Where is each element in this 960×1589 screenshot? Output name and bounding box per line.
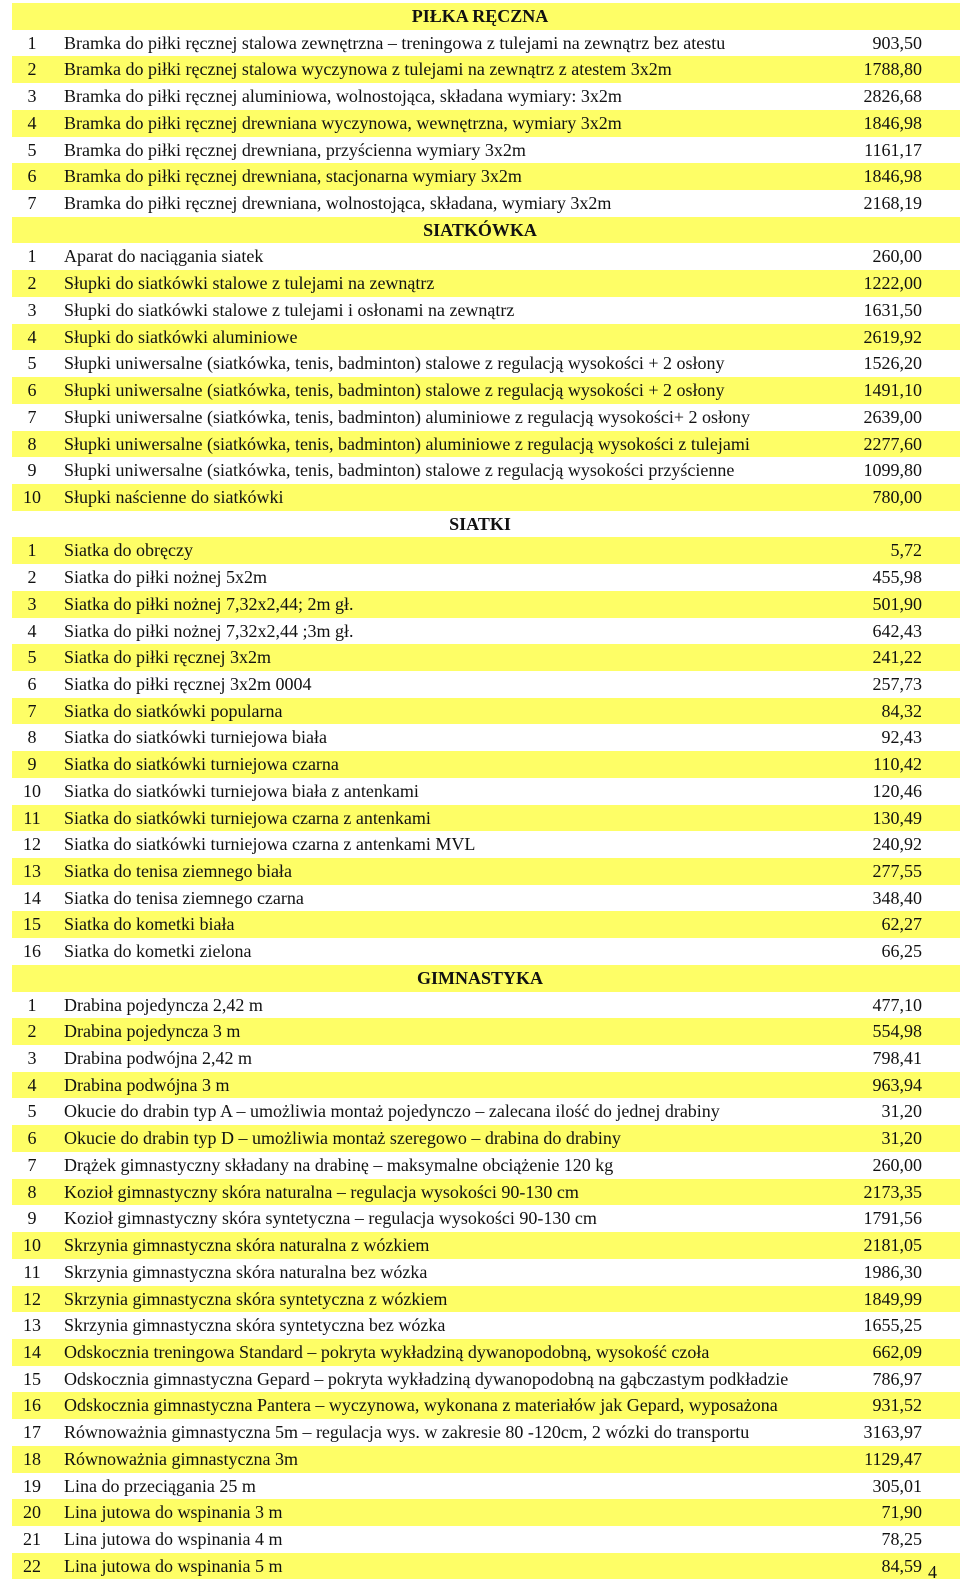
item-description: Słupki do siatkówki stalowe z tulejami na zewnątrz xyxy=(64,273,435,294)
item-number: 2 xyxy=(27,1021,37,1042)
item-description: Skrzynia gimnastyczna skóra naturalna z wózkiem xyxy=(64,1235,430,1256)
table-row xyxy=(12,537,960,564)
item-description: Słupki uniwersalne (siatkówka, tenis, badminton) aluminiowe z regulacją wysokości z tulejami xyxy=(64,433,750,454)
item-price: 120,46 xyxy=(872,780,922,801)
item-number: 3 xyxy=(27,299,37,320)
item-description: Lina jutowa do wspinania 4 m xyxy=(64,1528,283,1549)
item-price: 241,22 xyxy=(872,647,922,668)
table-row xyxy=(12,1098,960,1125)
table-row xyxy=(12,30,960,57)
item-price: 1846,98 xyxy=(863,166,922,187)
item-description: Drążek gimnastyczny składany na drabinę – maksymalne obciążenie 120 kg xyxy=(64,1154,614,1175)
item-price: 1129,47 xyxy=(864,1448,922,1469)
item-description: Bramka do piłki ręcznej drewniana wyczynowa, wewnętrzna, wymiary 3x2m xyxy=(64,112,622,133)
item-price: 257,73 xyxy=(872,673,922,694)
item-price: 501,90 xyxy=(872,593,922,614)
item-number: 3 xyxy=(27,593,37,614)
item-price: 554,98 xyxy=(872,1021,922,1042)
item-price: 642,43 xyxy=(872,620,922,641)
table-row xyxy=(12,618,960,645)
table-row xyxy=(12,431,960,458)
table-row xyxy=(12,992,960,1019)
table-row xyxy=(12,1446,960,1473)
item-price: 662,09 xyxy=(872,1341,922,1362)
item-description: Skrzynia gimnastyczna skóra syntetyczna z wózkiem xyxy=(64,1288,448,1309)
item-number: 13 xyxy=(23,861,41,881)
section-header xyxy=(12,217,960,244)
item-price: 455,98 xyxy=(872,567,922,588)
table-row xyxy=(12,377,960,404)
item-price: 84,59 xyxy=(881,1555,922,1576)
item-description: Drabina podwójna 3 m xyxy=(64,1074,230,1095)
item-description: Siatka do siatkówki popularna xyxy=(64,700,283,721)
section-title: SIATKI xyxy=(449,513,511,534)
item-description: Lina do przeciągania 25 m xyxy=(64,1475,256,1496)
item-number: 12 xyxy=(23,834,41,855)
item-description: Siatka do siatkówki turniejowa czarna xyxy=(64,754,339,775)
item-number: 2 xyxy=(27,273,37,294)
item-description: Siatka do siatkówki turniejowa czarna z antenkami MVL xyxy=(64,834,476,855)
item-description: Siatka do kometki biała xyxy=(64,914,235,935)
item-description: Bramka do piłki ręcznej drewniana, przyścienna wymiary 3x2m xyxy=(64,139,526,160)
table-row xyxy=(12,190,960,217)
item-number: 15 xyxy=(23,914,41,935)
table-row xyxy=(12,858,960,885)
table-row xyxy=(12,324,960,351)
price-list xyxy=(12,3,960,1579)
item-description: Drabina podwójna 2,42 m xyxy=(64,1048,252,1069)
item-description: Siatka do tenisa ziemnego czarna xyxy=(64,887,304,908)
table-row xyxy=(12,1018,960,1045)
item-number: 4 xyxy=(27,620,37,641)
item-description: Kozioł gimnastyczny skóra naturalna – regulacja wysokości 90-130 cm xyxy=(64,1181,579,1202)
item-number: 7 xyxy=(27,700,37,721)
item-number: 4 xyxy=(27,1074,37,1095)
item-price: 3163,97 xyxy=(863,1422,922,1443)
item-description: Słupki uniwersalne (siatkówka, tenis, badminton) aluminiowe z regulacją wysokości+ 2 osłony xyxy=(64,406,751,427)
table-row xyxy=(12,831,960,858)
item-number: 1 xyxy=(27,246,37,267)
section-title: PIŁKA RĘCZNA xyxy=(411,6,549,26)
item-number: 8 xyxy=(27,727,37,748)
table-row xyxy=(12,163,960,190)
item-number: 7 xyxy=(27,406,37,427)
item-description: Słupki do siatkówki aluminiowe xyxy=(64,326,298,347)
item-number: 10 xyxy=(23,1235,41,1256)
item-description: Słupki do siatkówki stalowe z tulejami i osłonami na zewnątrz xyxy=(64,299,515,320)
item-description: Siatka do kometki zielona xyxy=(64,941,252,962)
item-number: 15 xyxy=(23,1368,41,1389)
item-description: Siatka do siatkówki turniejowa biała z antenkami xyxy=(64,780,419,801)
table-row xyxy=(12,1499,960,1526)
item-number: 1 xyxy=(27,32,37,53)
table-row xyxy=(12,110,960,137)
item-number: 6 xyxy=(27,673,37,694)
item-description: Siatka do piłki ręcznej 3x2m 0004 xyxy=(64,673,312,694)
item-price: 1099,80 xyxy=(863,460,922,481)
section-header xyxy=(12,3,960,30)
table-row xyxy=(12,1419,960,1446)
item-number: 19 xyxy=(23,1475,41,1496)
item-number: 3 xyxy=(27,86,37,107)
item-price: 348,40 xyxy=(872,887,922,908)
item-description: Siatka do siatkówki turniejowa czarna z antenkami xyxy=(64,807,431,828)
item-price: 2826,68 xyxy=(863,86,922,107)
item-description: Siatka do siatkówki turniejowa biała xyxy=(64,727,327,748)
item-description: Drabina pojedyncza 3 m xyxy=(64,1021,241,1042)
item-price: 931,52 xyxy=(872,1395,922,1416)
item-price: 31,20 xyxy=(881,1128,922,1149)
item-price: 2168,19 xyxy=(863,193,922,214)
item-description: Odskocznia treningowa Standard – pokryta wykładziną dywanopodobną, wysokość czoła xyxy=(64,1341,710,1362)
table-row xyxy=(12,1125,960,1152)
item-price: 1491,10 xyxy=(863,380,922,401)
item-price: 62,27 xyxy=(881,914,922,935)
item-number: 14 xyxy=(23,1341,41,1362)
table-row xyxy=(12,911,960,938)
item-number: 8 xyxy=(27,1181,37,1202)
item-price: 66,25 xyxy=(881,941,922,962)
table-row xyxy=(12,297,960,324)
item-price: 1791,56 xyxy=(863,1208,922,1229)
item-number: 6 xyxy=(27,1128,37,1149)
item-description: Bramka do piłki ręcznej stalowa wyczynowa z tulejami na zewnątrz z atestem 3x2m xyxy=(64,59,672,80)
item-description: Kozioł gimnastyczny skóra syntetyczna – regulacja wysokości 90-130 cm xyxy=(64,1208,597,1229)
item-price: 240,92 xyxy=(872,834,922,855)
item-number: 10 xyxy=(23,780,41,801)
table-row xyxy=(12,1152,960,1179)
table-row xyxy=(12,1366,960,1393)
item-description: Słupki uniwersalne (siatkówka, tenis, badminton) stalowe z regulacją wysokości przyścienne xyxy=(64,460,735,481)
table-row xyxy=(12,404,960,431)
table-row xyxy=(12,1392,960,1419)
item-number: 5 xyxy=(27,139,37,160)
item-number: 4 xyxy=(27,112,37,133)
item-description: Siatka do tenisa ziemnego biała xyxy=(64,861,292,881)
table-row xyxy=(12,644,960,671)
table-row xyxy=(12,1179,960,1206)
table-row xyxy=(12,938,960,965)
item-description: Aparat do naciągania siatek xyxy=(64,246,264,267)
table-row xyxy=(12,1286,960,1313)
item-number: 3 xyxy=(27,1048,37,1069)
item-description: Bramka do piłki ręcznej stalowa zewnętrzna – treningowa z tulejami na zewnątrz bez atestu xyxy=(64,32,726,53)
item-price: 78,25 xyxy=(881,1528,922,1549)
table-row xyxy=(12,56,960,83)
item-number: 1 xyxy=(27,540,37,561)
item-number: 12 xyxy=(23,1288,41,1309)
table-row xyxy=(12,137,960,164)
item-price: 2173,35 xyxy=(863,1181,922,1202)
table-row xyxy=(12,591,960,618)
item-price: 903,50 xyxy=(872,32,922,53)
item-description: Siatka do obręczy xyxy=(64,540,193,561)
item-price: 31,20 xyxy=(881,1101,922,1122)
item-description: Bramka do piłki ręcznej drewniana, stacjonarna wymiary 3x2m xyxy=(64,166,522,187)
item-number: 6 xyxy=(27,380,37,401)
table-row xyxy=(12,778,960,805)
table-row xyxy=(12,885,960,912)
item-number: 16 xyxy=(23,1395,41,1416)
item-description: Słupki uniwersalne (siatkówka, tenis, badminton) stalowe z regulacją wysokości + 2 osłony xyxy=(64,380,725,401)
item-price: 2277,60 xyxy=(863,433,922,454)
item-number: 1 xyxy=(27,994,37,1015)
table-row xyxy=(12,564,960,591)
item-number: 2 xyxy=(27,567,37,588)
item-price: 5,72 xyxy=(890,540,922,561)
table-row xyxy=(12,724,960,751)
item-description: Odskocznia gimnastyczna Gepard – pokryta wykładziną dywanopodobną na gąbczastym podkładzie xyxy=(64,1368,789,1389)
item-number: 9 xyxy=(27,1208,37,1229)
table-row xyxy=(12,1473,960,1500)
item-description: Siatka do piłki nożnej 7,32x2,44 ;3m gł. xyxy=(64,620,354,641)
item-price: 92,43 xyxy=(881,727,922,748)
table-row xyxy=(12,484,960,511)
item-number: 8 xyxy=(27,433,37,454)
item-number: 14 xyxy=(23,887,41,908)
item-description: Lina jutowa do wspinania 5 m xyxy=(64,1555,283,1576)
item-number: 6 xyxy=(27,166,37,187)
table-row xyxy=(12,83,960,110)
table-row xyxy=(12,243,960,270)
item-price: 260,00 xyxy=(872,246,922,267)
item-price: 1986,30 xyxy=(863,1261,922,1282)
item-number: 5 xyxy=(27,353,37,374)
item-number: 16 xyxy=(23,941,41,962)
table-row xyxy=(12,1232,960,1259)
item-number: 11 xyxy=(23,807,41,828)
page-number: 4 xyxy=(928,1562,937,1582)
item-description: Okucie do drabin typ D – umożliwia montaż szeregowo – drabina do drabiny xyxy=(64,1128,621,1149)
section-header xyxy=(12,965,960,992)
item-description: Siatka do piłki nożnej 5x2m xyxy=(64,567,267,588)
item-number: 9 xyxy=(27,754,37,775)
item-price: 798,41 xyxy=(872,1048,922,1069)
item-description: Równoważnia gimnastyczna 3m xyxy=(64,1448,298,1469)
item-description: Równoważnia gimnastyczna 5m – regulacja wys. w zakresie 80 -120cm, 2 wózki do transportu xyxy=(64,1422,750,1443)
item-price: 277,55 xyxy=(872,861,922,881)
item-price: 786,97 xyxy=(872,1368,922,1389)
item-description: Skrzynia gimnastyczna skóra syntetyczna bez wózka xyxy=(64,1315,446,1336)
item-price: 305,01 xyxy=(872,1475,922,1496)
item-price: 477,10 xyxy=(872,994,922,1015)
table-row xyxy=(12,1312,960,1339)
item-description: Skrzynia gimnastyczna skóra naturalna bez wózka xyxy=(64,1261,428,1282)
item-description: Bramka do piłki ręcznej drewniana, wolnostojąca, składana, wymiary 3x2m xyxy=(64,193,612,214)
table-row xyxy=(12,1205,960,1232)
item-number: 21 xyxy=(23,1528,41,1549)
item-price: 1222,00 xyxy=(863,273,922,294)
item-description: Drabina pojedyncza 2,42 m xyxy=(64,994,263,1015)
item-number: 5 xyxy=(27,1101,37,1122)
item-number: 7 xyxy=(27,1154,37,1175)
item-number: 17 xyxy=(23,1422,41,1443)
item-number: 7 xyxy=(27,193,37,214)
item-description: Bramka do piłki ręcznej aluminiowa, wolnostojąca, składana wymiary: 3x2m xyxy=(64,86,622,107)
item-price: 2619,92 xyxy=(863,326,922,347)
table-row xyxy=(12,457,960,484)
table-row xyxy=(12,1045,960,1072)
item-description: Lina jutowa do wspinania 3 m xyxy=(64,1502,283,1523)
item-description: Słupki naścienne do siatkówki xyxy=(64,486,284,507)
section-title: SIATKÓWKA xyxy=(423,219,537,240)
item-number: 10 xyxy=(23,486,41,507)
table-row xyxy=(12,1072,960,1099)
table-row xyxy=(12,270,960,297)
item-price: 1788,80 xyxy=(863,59,922,80)
table-row xyxy=(12,1339,960,1366)
item-price: 780,00 xyxy=(872,486,922,507)
item-price: 260,00 xyxy=(872,1154,922,1175)
item-description: Słupki uniwersalne (siatkówka, tenis, badminton) stalowe z regulacją wysokości + 2 osłony xyxy=(64,353,725,374)
table-row xyxy=(12,751,960,778)
item-number: 5 xyxy=(27,647,37,668)
table-row xyxy=(12,350,960,377)
item-price: 71,90 xyxy=(881,1502,922,1523)
item-number: 22 xyxy=(23,1555,41,1576)
item-description: Okucie do drabin typ A – umożliwia montaż pojedynczo – zalecana ilość do jednej drabiny xyxy=(64,1101,720,1122)
item-number: 13 xyxy=(23,1315,41,1336)
table-row xyxy=(12,1526,960,1553)
item-price: 1526,20 xyxy=(863,353,922,374)
item-description: Siatka do piłki ręcznej 3x2m xyxy=(64,647,271,668)
table-row xyxy=(12,805,960,832)
item-price: 1849,99 xyxy=(863,1288,922,1309)
item-price: 110,42 xyxy=(873,754,922,775)
item-number: 9 xyxy=(27,460,37,481)
item-number: 4 xyxy=(27,326,37,347)
item-price: 963,94 xyxy=(872,1074,922,1095)
table-row xyxy=(12,1553,960,1580)
table-row xyxy=(12,1259,960,1286)
table-row xyxy=(12,698,960,725)
item-number: 11 xyxy=(23,1261,41,1282)
item-price: 1161,17 xyxy=(864,139,922,160)
item-price: 1631,50 xyxy=(863,299,922,320)
item-price: 130,49 xyxy=(872,807,922,828)
item-price: 2639,00 xyxy=(863,406,922,427)
item-description: Odskocznia gimnastyczna Pantera – wyczynowa, wykonana z materiałów jak Gepard, wyposażona xyxy=(64,1395,778,1416)
section-header xyxy=(12,511,960,538)
item-number: 2 xyxy=(27,59,37,80)
item-description: Siatka do piłki nożnej 7,32x2,44; 2m gł. xyxy=(64,593,354,614)
item-price: 1846,98 xyxy=(863,112,922,133)
table-row xyxy=(12,671,960,698)
section-title: GIMNASTYKA xyxy=(416,967,543,988)
item-price: 2181,05 xyxy=(863,1235,922,1256)
item-price: 84,32 xyxy=(881,700,922,721)
item-number: 18 xyxy=(23,1448,41,1469)
item-price: 1655,25 xyxy=(863,1315,922,1336)
item-number: 20 xyxy=(23,1502,41,1523)
